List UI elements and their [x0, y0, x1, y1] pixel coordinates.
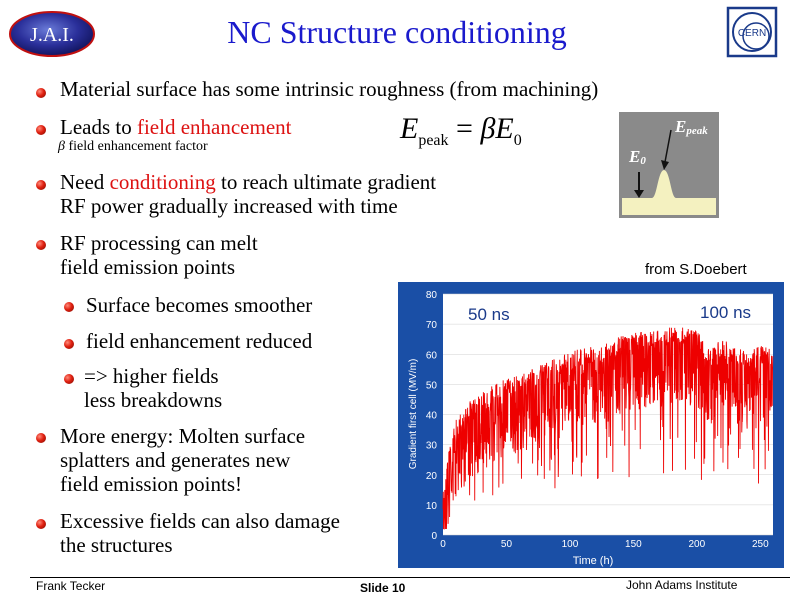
chart-ytick-label: 30 — [425, 440, 437, 452]
bullet-energy-1: More energy: Molten surface — [60, 424, 306, 448]
highlight-text: field enhancement — [136, 115, 292, 139]
bullet-conditioning — [60, 170, 436, 194]
chart-annotation-100ns: 100 ns — [700, 303, 752, 322]
formula-lhs: E — [400, 112, 419, 145]
chart-annotation-50ns: 50 ns — [468, 305, 510, 324]
beta-note-text: field enhancement factor — [64, 139, 208, 154]
chart-svg — [398, 282, 784, 568]
inset-epeak: E — [675, 117, 687, 136]
formula-equals: = — [448, 112, 481, 145]
bullet-rf-processing-1: RF processing can melt — [60, 231, 258, 255]
cern-logo-text: CERN — [737, 28, 767, 39]
highlight-text: conditioning — [109, 170, 216, 194]
bullet-energy-2: splatters and generates new — [60, 448, 291, 472]
bullet-damage-1: Excessive fields can also damage — [60, 509, 340, 533]
formula — [400, 112, 522, 150]
chart-ytick-label: 80 — [425, 290, 437, 301]
bullet-dot — [64, 302, 74, 312]
formula-beta: β — [480, 112, 496, 145]
chart-xtick-label: 50 — [500, 539, 513, 550]
chart-ytick-label: 40 — [425, 410, 437, 422]
chart-ylabel: Gradient first cell (MV/m) — [408, 358, 419, 470]
bullet-field-enhancement — [60, 115, 292, 139]
chart-xtick-label: 150 — [625, 539, 642, 550]
bullet-energy-3: field emission points! — [60, 472, 242, 496]
sub-bullet-reduced: field enhancement reduced — [86, 329, 313, 353]
bullet-dot — [36, 125, 46, 135]
bullet-rf-processing-2: field emission points — [60, 255, 235, 279]
chart-ytick-label: 10 — [425, 500, 437, 512]
chart-xtick-label: 0 — [440, 539, 446, 550]
chart-ytick-label: 20 — [425, 470, 437, 482]
bullet-damage-2: the structures — [60, 533, 173, 557]
formula-lhs-sub: peak — [418, 132, 449, 149]
beta-note — [58, 139, 208, 155]
footer-slide-number: Slide 10 — [360, 581, 406, 595]
bullet-roughness: Material surface has some intrinsic roughness (from machining) — [60, 77, 599, 101]
bullet-dot — [36, 519, 46, 529]
chart-xlabel: Time (h) — [572, 555, 614, 567]
bullet-dot — [36, 88, 46, 98]
sub-bullet-higher-fields: => higher fields — [84, 364, 219, 388]
inset-epeak-sub: peak — [686, 125, 708, 137]
chart-ytick-label: 60 — [425, 350, 437, 362]
bullet-dot — [64, 374, 74, 384]
sub-bullet-smoother: Surface becomes smoother — [86, 293, 313, 317]
bullet-dot — [64, 339, 74, 349]
bullet-dot — [36, 180, 46, 190]
inset-e0: E — [629, 147, 641, 166]
conditioning-chart — [398, 282, 784, 568]
bullet-dot — [36, 240, 46, 250]
chart-xtick-label: 200 — [688, 539, 706, 550]
chart-xtick-label: 100 — [561, 539, 579, 550]
chart-xtick-label: 250 — [751, 539, 769, 550]
bullet-rf-power: RF power gradually increased with time — [60, 194, 398, 218]
chart-ytick-label: 50 — [425, 380, 437, 392]
cern-logo — [726, 6, 778, 58]
peak-diagram — [619, 112, 719, 218]
formula-rhs-sub: 0 — [513, 132, 522, 149]
footer-institute: John Adams Institute — [626, 578, 738, 592]
bullet-text: Leads to — [60, 115, 137, 139]
credit-text: from S.Doebert — [645, 261, 747, 278]
inset-e0-sub: 0 — [640, 155, 646, 167]
chart-ytick-label: 70 — [425, 320, 437, 332]
footer-author: Frank Tecker — [36, 579, 106, 593]
jai-logo-text: J.A.I. — [30, 24, 74, 46]
page-title: NC Structure conditioning — [227, 14, 567, 50]
beta-symbol: β — [58, 139, 65, 154]
bullet-dot — [36, 433, 46, 443]
formula-rhs: E — [495, 112, 514, 145]
sub-bullet-less-breakdowns: less breakdowns — [84, 388, 223, 412]
chart-ytick-label: 0 — [431, 531, 437, 542]
bullet-text: to reach ultimate gradient — [215, 170, 437, 194]
bullet-text: Need — [60, 170, 110, 194]
